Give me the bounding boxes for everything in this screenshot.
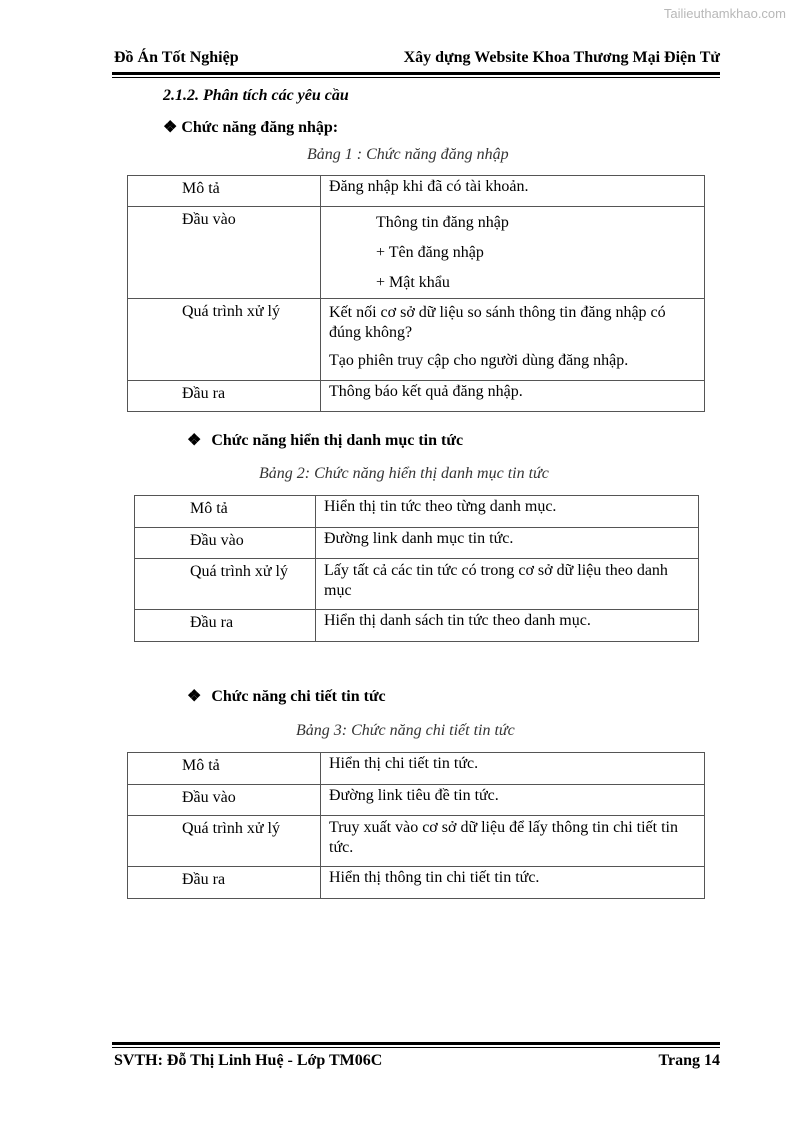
table-row [135, 528, 699, 559]
table-row [128, 816, 705, 867]
table-row [135, 610, 699, 642]
table-caption-1: Bảng 1 : Chức năng đăng nhập [307, 146, 509, 163]
row-value: Đường link danh mục tin tức. [324, 530, 514, 547]
header-rule-thin [112, 77, 720, 78]
table-caption-2: Bảng 2: Chức năng hiển thị danh mục tin tức [259, 465, 549, 482]
table-row [128, 176, 705, 207]
function-heading-2 [187, 430, 463, 450]
row-value: Kết nối cơ sở dữ liệu so sánh thông tin đăng nhập có đúng không? [329, 304, 666, 341]
header-left: Đồ Án Tốt Nghiệp [114, 49, 239, 66]
bullet-icon: ❖ [163, 119, 178, 136]
watermark: Tailieuthamkhao.com [663, 6, 786, 21]
bullet-icon: ❖ [187, 432, 202, 449]
footer-left: SVTH: Đỗ Thị Linh Huệ - Lớp TM06C [114, 1052, 383, 1069]
row-label: Mô tả [182, 757, 220, 774]
row-value: Đăng nhập khi đã có tài khoản. [329, 178, 529, 195]
row-label: Quá trình xử lý [182, 820, 280, 837]
table-row [128, 867, 705, 899]
row-label: Mô tả [190, 500, 228, 517]
table-row [128, 785, 705, 816]
row-value: Hiển thị chi tiết tin tức. [329, 755, 479, 772]
table-row [128, 207, 705, 299]
function-heading-text: Chức năng hiển thị danh mục tin tức [211, 432, 464, 449]
table-caption-3: Bảng 3: Chức năng chi tiết tin tức [296, 722, 515, 739]
row-label: Quá trình xử lý [182, 303, 280, 320]
row-label: Đầu ra [190, 614, 234, 631]
row-label: Đầu vào [190, 532, 244, 549]
function-table-3 [127, 752, 705, 899]
row-value: + Mật khẩu [376, 274, 450, 291]
row-value: Lấy tất cả các tin tức có trong cơ sở dữ liệu theo danh mục [324, 562, 668, 599]
header-rule [112, 72, 720, 75]
row-value: Đường link tiêu đề tin tức. [329, 787, 499, 804]
function-heading-text: Chức năng đăng nhập: [181, 119, 339, 136]
table-row [128, 753, 705, 785]
row-value: Thông tin đăng nhập [376, 214, 509, 231]
footer-rule [112, 1042, 720, 1045]
row-value: Truy xuất vào cơ sở dữ liệu để lấy thông tin chi tiết tin tức. [329, 819, 678, 856]
function-heading-3 [187, 686, 386, 706]
row-label: Đầu ra [182, 385, 226, 402]
row-value: Hiển thị thông tin chi tiết tin tức. [329, 869, 540, 886]
function-heading-1 [163, 117, 338, 137]
function-heading-text: Chức năng chi tiết tin tức [211, 688, 386, 705]
page-number: Trang 14 [658, 1052, 720, 1069]
row-value: Tạo phiên truy cập cho người dùng đăng nhập. [329, 352, 629, 369]
row-value: Hiển thị danh sách tin tức theo danh mục. [324, 612, 591, 629]
bullet-icon: ❖ [187, 688, 202, 705]
row-label: Đầu vào [182, 211, 236, 228]
function-table-1 [127, 175, 705, 412]
table-row [128, 381, 705, 412]
row-value: + Tên đăng nhập [376, 244, 484, 261]
table-row [135, 559, 699, 610]
row-value: Hiển thị tin tức theo từng danh mục. [324, 498, 557, 515]
section-title: 2.1.2. Phân tích các yêu cầu [163, 87, 349, 104]
function-table-2 [134, 495, 699, 642]
row-label: Đầu ra [182, 871, 226, 888]
row-label: Quá trình xử lý [190, 563, 288, 580]
table-row [135, 496, 699, 528]
header-right: Xây dựng Website Khoa Thương Mại Điện Tử [403, 49, 720, 66]
row-label: Đầu vào [182, 789, 236, 806]
table-row [128, 299, 705, 381]
row-label: Mô tả [182, 180, 220, 197]
row-value: Thông báo kết quả đăng nhập. [329, 383, 523, 400]
footer-rule-thin [112, 1047, 720, 1048]
